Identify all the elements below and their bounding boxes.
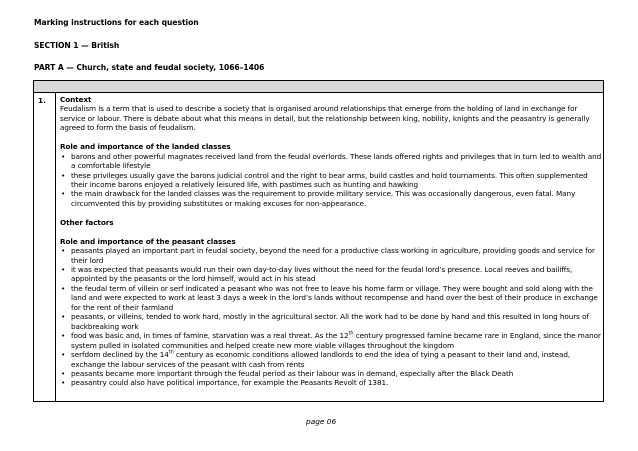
list-item: • barons and other powerful magnates received land from the feudal overlords. These lands offered rights and privileges that in turn led to wealth and a comfortable lifestyle — [60, 152, 602, 171]
list-item: • peasants, or villeins, tended to work hard, mostly in the agricultural sector. All the work had to be done by hand and this resulted in long hours of backbreaking work — [60, 312, 602, 331]
landed-classes-list — [60, 152, 602, 209]
marking-table — [33, 80, 604, 402]
list-item: • these privileges usually gave the barons judicial control and the right to bear arms, build castles and hold tournaments. This often supplemented their income barons enjoyed a relatively leisured life, with pastimes such as hunting and hawking — [60, 171, 602, 190]
landed-classes-heading: Role and importance of the landed classes — [60, 142, 231, 152]
part-heading: PART A — Church, state and feudal society, 1066–1406 — [34, 63, 265, 72]
list-item: • peasants became more important through the feudal period as their labour was in demand, especially after the Black Death — [60, 369, 602, 378]
peasant-classes-heading: Role and importance of the peasant classes — [60, 236, 236, 246]
section-heading: SECTION 1 — British — [34, 41, 120, 50]
list-item: • the main drawback for the landed classes was the requirement to provide military service. This was occasionally dangerous, even fatal. Many circumvented this by providing substitutes or making excuses for non-appearance. — [60, 189, 602, 208]
list-item: • the feudal term of villein or serf indicated a peasant who was not free to leave his home farm or village. They were bought and sold along with the land and were expected to work at least 3 days a week in the lord’s lands without recompense and hand over the best of their produce in exchange for the rent of their farmland — [60, 284, 602, 312]
marking-instructions-title: Marking instructions for each question — [34, 18, 199, 27]
list-text: food was basic and, in times of famine, starvation was a real threat. As the 12 — [71, 331, 349, 341]
superscript: th — [168, 349, 174, 356]
peasant-classes-list — [60, 246, 602, 388]
list-item: • it was expected that peasants would run their own day-to-day lives without the need for the feudal lord’s presence. Local reeves and bailiffs, appointed by the peasants or the lord himself, would act in his stead — [60, 265, 602, 284]
column-divider — [55, 93, 56, 401]
table-header-bar — [34, 81, 603, 93]
page-number: page 06 — [306, 417, 337, 426]
context-heading: Context — [60, 95, 92, 104]
context-text: Feudalism is a term that is used to describe a society that is organised around relationships that emerge from the holding of land in exchange for service or labour. There is debate about what this means in detail, but the relationship between king, nobility, knights and the peasantry is generally agreed to form the basis of feudalism. — [60, 104, 590, 133]
list-item — [60, 331, 602, 350]
list-item — [60, 350, 602, 369]
list-item: • peasants played an important part in feudal society, beyond the need for a productive class working in agriculture, providing goods and service for their lord — [60, 246, 602, 265]
superscript: th — [348, 330, 354, 337]
list-text: serfdom declined by the 14 — [71, 350, 169, 360]
other-factors-heading: Other factors — [60, 217, 114, 227]
list-text: century as economic conditions allowed landlords to end the idea of tying a peasant to their land and, instead, exchange the labour services of the peasant with cash from rents — [71, 350, 571, 369]
question-content — [60, 95, 602, 388]
list-item: • peasantry could also have political importance, for example the Peasants Revolt of 1381. — [60, 378, 602, 387]
list-text: century progressed famine became rare in England, since the manor system pulled in isolated communities and helped create new more viable villages throughout the kingdom — [71, 331, 601, 350]
question-number: 1. — [38, 96, 46, 105]
